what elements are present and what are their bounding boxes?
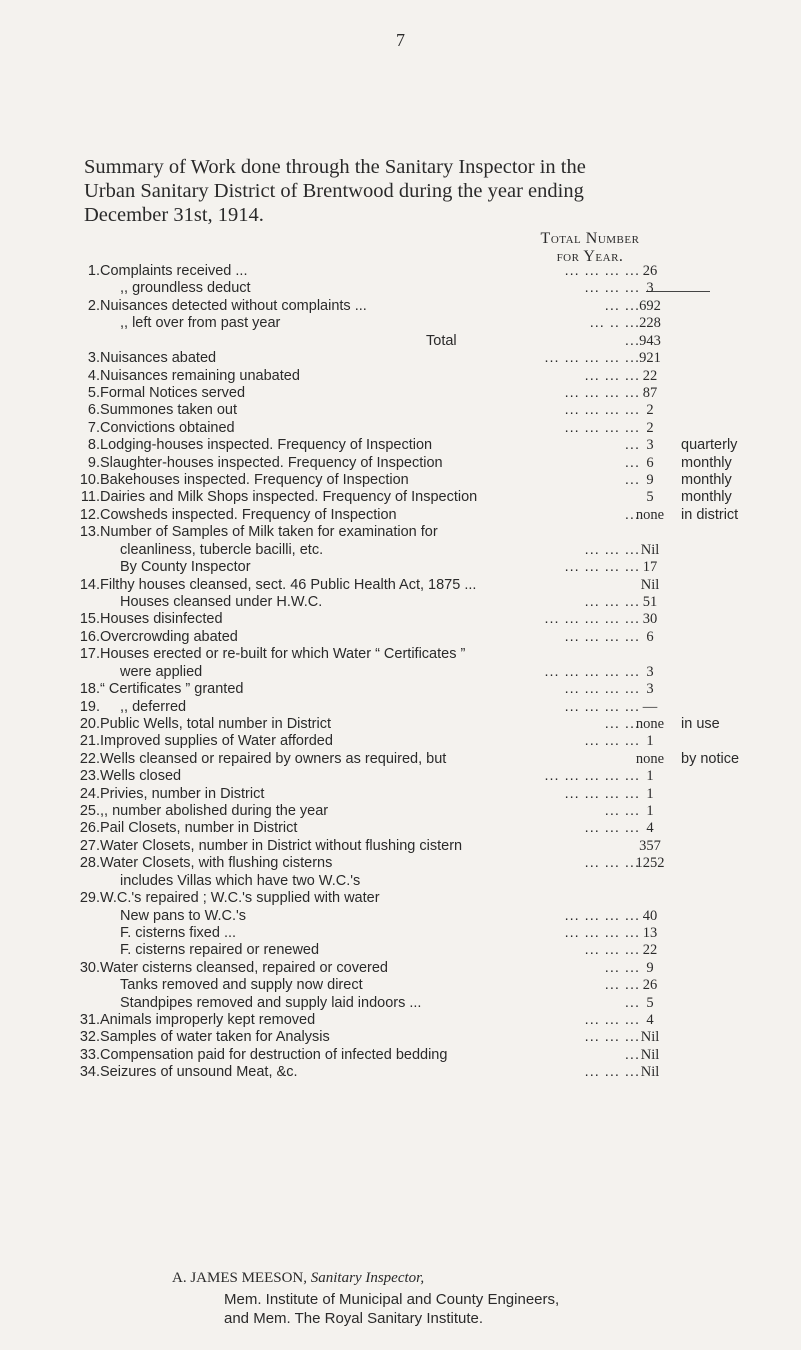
row-number: 27. [79, 837, 100, 854]
row-leader-dots: ... ... ... [584, 1064, 640, 1081]
table-row [0, 699, 801, 716]
row-leader-dots: ... [624, 332, 640, 349]
row-description: ,, deferred [120, 698, 187, 715]
table-row [0, 1047, 801, 1064]
row-value: 3 [646, 280, 654, 297]
row-leader-dots: ... [624, 994, 640, 1011]
row-description: Houses erected or re-built for which Water “ Certificates ” [100, 646, 466, 663]
row-description: Nuisances remaining unabated [100, 367, 300, 384]
signature [172, 1270, 424, 1287]
row-value: Nil [640, 541, 660, 558]
row-leader-dots: ... ... ... ... [564, 628, 640, 645]
table-row [0, 629, 801, 646]
row-value: none [635, 506, 665, 523]
row-value: 1252 [635, 855, 665, 872]
row-number: 13. [79, 524, 100, 541]
row-description: “ Certificates ” granted [100, 681, 244, 698]
row-leader-dots: ... ... ... [584, 733, 640, 750]
row-leader-dots: ... ... ... ... [564, 384, 640, 401]
row-description: Animals improperly kept removed [100, 1012, 316, 1029]
row-number: 20. [79, 715, 100, 732]
table-row [0, 768, 801, 785]
table-row [0, 646, 801, 663]
row-value: 921 [639, 350, 661, 367]
row-description: Nuisances detected without complaints ... [100, 297, 367, 314]
row-leader-dots: ... ... ... ... [564, 419, 640, 436]
row-leader-dots: ... ... ... ... [564, 785, 640, 802]
row-description: ,, groundless deduct [120, 280, 251, 297]
row-value: 1 [646, 768, 654, 785]
row-description: By County Inspector [120, 559, 251, 576]
row-note: in use [681, 715, 720, 732]
row-number: 11. [80, 489, 100, 506]
row-value: 3 [646, 437, 654, 454]
row-value: — [642, 698, 658, 715]
table-row [0, 507, 801, 524]
row-leader-dots: ... ... ... ... [564, 698, 640, 715]
row-description: Public Wells, total number in District [100, 715, 332, 732]
table-row [0, 751, 801, 768]
title-line: December 31st, 1914. [84, 204, 264, 226]
table-row [0, 524, 801, 541]
row-number: 14. [79, 576, 100, 593]
row-value: 5 [646, 994, 654, 1011]
column-header-line: Total Number [540, 230, 640, 247]
page-number: 7 [396, 30, 405, 50]
row-value: 3 [646, 681, 654, 698]
table-row [0, 733, 801, 750]
table-row [0, 908, 801, 925]
row-leader-dots: ... [624, 437, 640, 454]
row-description: Seizures of unsound Meat, &c. [100, 1064, 298, 1081]
table-row [0, 681, 801, 698]
row-leader-dots: ... [624, 506, 640, 523]
row-value: Nil [640, 1064, 660, 1081]
row-description: Water Closets, with flushing cisterns [100, 855, 333, 872]
row-number: 1. [87, 263, 100, 279]
row-value: 22 [642, 942, 658, 959]
table-row [0, 263, 801, 280]
table-row [0, 350, 801, 367]
row-value: 692 [639, 297, 661, 314]
row-description: Standpipes removed and supply laid indoors ... [120, 994, 422, 1011]
row-number: 9. [87, 454, 100, 471]
table-row [0, 942, 801, 959]
row-number: 8. [87, 437, 100, 454]
row-value: none [635, 750, 665, 767]
row-value: 1 [646, 785, 654, 802]
row-value: Nil [640, 576, 660, 593]
column-header-line: for Year. [556, 248, 624, 265]
table-row [0, 855, 801, 872]
row-description: Houses disinfected [100, 611, 223, 628]
row-value: 3 [646, 663, 654, 680]
row-leader-dots: ... ... [604, 297, 640, 314]
credential-line: Mem. Institute of Municipal and County Engineers, [224, 1291, 560, 1308]
table-row [0, 315, 801, 332]
credential-line: and Mem. The Royal Sanitary Institute. [224, 1310, 484, 1327]
row-note: monthly [681, 472, 732, 489]
row-description: New pans to W.C.'s [120, 907, 247, 924]
row-leader-dots: ... [624, 472, 640, 489]
table-row [0, 489, 801, 506]
table-row [0, 1029, 801, 1046]
row-description: ,, number abolished during the year [100, 803, 329, 820]
row-number: 5. [87, 384, 100, 401]
signature-name: A. JAMES MEESON, [172, 1270, 308, 1286]
row-leader-dots: ... ... ... [584, 1012, 640, 1029]
row-description: cleanliness, tubercle bacilli, etc. [120, 541, 324, 558]
row-leader-dots: ... ... ... ... [564, 907, 640, 924]
row-note: monthly [681, 489, 732, 506]
table-row [0, 873, 801, 890]
row-description: F. cisterns repaired or renewed [120, 942, 320, 959]
table-row [0, 542, 801, 559]
row-description: Compensation paid for destruction of infected bedding [100, 1046, 448, 1063]
row-value: 943 [639, 332, 661, 349]
row-number: 16. [79, 628, 100, 645]
row-number: 10. [79, 472, 100, 489]
row-leader-dots: ... ... ... ... [564, 559, 640, 576]
table-row [0, 559, 801, 576]
row-value: 1 [646, 803, 654, 820]
row-note: in district [681, 506, 739, 523]
row-description: Complaints received ... [100, 263, 248, 279]
row-value: 87 [642, 384, 658, 401]
row-value: 357 [639, 837, 661, 854]
table-row [0, 995, 801, 1012]
table-row [0, 455, 801, 472]
row-leader-dots: ... ... ... ... ... [544, 663, 640, 680]
row-number: 34. [79, 1064, 100, 1081]
row-leader-dots: ... ... ... [584, 855, 640, 872]
title-line: Summary of Work done through the Sanitary Inspector in the [84, 156, 586, 178]
row-value: 228 [639, 315, 661, 332]
row-leader-dots: ... ... ... ... ... [544, 350, 640, 367]
row-value: 13 [642, 924, 658, 941]
row-description: Formal Notices served [100, 384, 246, 401]
table-row [0, 437, 801, 454]
row-value: 9 [646, 472, 654, 489]
row-leader-dots: ... ... ... ... [564, 263, 640, 279]
table-row [0, 420, 801, 437]
row-number: 30. [79, 959, 100, 976]
table-row [0, 298, 801, 315]
row-description: Water cisterns cleansed, repaired or covered [100, 959, 388, 976]
row-leader-dots: ... [624, 1046, 640, 1063]
row-number: 32. [79, 1029, 100, 1046]
row-description: Improved supplies of Water afforded [100, 733, 333, 750]
row-number: 26. [79, 820, 100, 837]
table-row [0, 925, 801, 942]
row-description: Privies, number in District [100, 785, 265, 802]
row-value: 1 [646, 733, 654, 750]
row-leader-dots: ... ... [604, 803, 640, 820]
row-value: Nil [640, 1029, 660, 1046]
row-number: 7. [87, 419, 100, 436]
row-value: 6 [646, 628, 654, 645]
table-row [0, 611, 801, 628]
row-leader-dots: ... .. ... [589, 315, 640, 332]
row-value: 2 [646, 419, 654, 436]
row-description: W.C.'s repaired ; W.C.'s supplied with water [100, 890, 380, 907]
row-number: 17. [79, 646, 100, 663]
table-row [0, 820, 801, 837]
row-note: by notice [681, 750, 740, 767]
row-value: 22 [642, 367, 658, 384]
document-title [84, 155, 734, 227]
row-leader-dots: ... ... ... [584, 942, 640, 959]
row-value: 26 [642, 263, 658, 279]
column-header [470, 230, 710, 266]
row-number: 33. [79, 1046, 100, 1063]
row-description: Wells cleansed or repaired by owners as required, but [100, 750, 447, 767]
row-leader-dots: ... ... ... [584, 593, 640, 610]
row-description: Dairies and Milk Shops inspected. Frequency of Inspection [100, 489, 478, 506]
row-value: 17 [642, 559, 658, 576]
row-number: 24. [79, 785, 100, 802]
row-number: 4. [87, 367, 100, 384]
row-number: 25. [79, 803, 100, 820]
row-note: monthly [681, 454, 732, 471]
row-value: none [635, 715, 665, 732]
row-number: 15. [79, 611, 100, 628]
row-number: 2. [87, 297, 100, 314]
row-description: Nuisances abated [100, 350, 217, 367]
row-number: 18. [79, 681, 100, 698]
row-leader-dots: ... ... [604, 977, 640, 994]
table-row [0, 977, 801, 994]
row-number: 28. [79, 855, 100, 872]
row-number: 29. [79, 890, 100, 907]
table-row [0, 664, 801, 681]
row-leader-dots: ... ... ... ... [564, 402, 640, 419]
row-leader-dots: ... ... ... [584, 1029, 640, 1046]
row-value: 2 [646, 402, 654, 419]
row-leader-dots: ... ... ... ... ... [544, 611, 640, 628]
row-value: 9 [646, 959, 654, 976]
row-leader-dots: ... ... [604, 715, 640, 732]
signature-role: Sanitary Inspector, [310, 1270, 425, 1286]
row-leader-dots: ... ... ... ... [564, 924, 640, 941]
table-row [0, 472, 801, 489]
row-description: Summones taken out [100, 402, 238, 419]
table-row [0, 960, 801, 977]
table-row [0, 402, 801, 419]
row-leader-dots: ... [624, 454, 640, 471]
table-row [0, 280, 801, 297]
row-leader-dots: ... ... ... [584, 280, 640, 297]
table-row [0, 716, 801, 733]
row-value: 40 [642, 907, 658, 924]
row-number: 3. [87, 350, 100, 367]
row-description: Overcrowding abated [100, 628, 238, 645]
row-description: Filthy houses cleansed, sect. 46 Public Health Act, 1875 ... [100, 576, 477, 593]
row-value: 26 [642, 977, 658, 994]
row-leader-dots: ... ... ... [584, 367, 640, 384]
row-number: 19. [79, 698, 100, 715]
row-number: 21. [79, 733, 100, 750]
row-value: 30 [642, 611, 658, 628]
row-number: 22. [79, 750, 100, 767]
row-description: Tanks removed and supply now direct [120, 977, 363, 994]
row-value: 6 [646, 454, 654, 471]
table-row [0, 368, 801, 385]
row-description: Water Closets, number in District without flushing cistern [100, 837, 463, 854]
row-number: 23. [79, 768, 100, 785]
table-row [0, 838, 801, 855]
row-description: ,, left over from past year [120, 315, 281, 332]
row-description: Total [426, 332, 457, 349]
title-line: Urban Sanitary District of Brentwood during the year ending [84, 180, 584, 202]
row-value: 4 [646, 820, 654, 837]
row-description: Number of Samples of Milk taken for examination for [100, 524, 438, 541]
row-note: quarterly [681, 437, 738, 454]
table-row [0, 594, 801, 611]
row-value: 5 [646, 489, 654, 506]
table-row [0, 333, 801, 350]
row-description: Cowsheds inspected. Frequency of Inspection [100, 506, 397, 523]
row-description: were applied [120, 663, 203, 680]
row-description: Pail Closets, number in District [100, 820, 298, 837]
row-leader-dots: ... ... ... [584, 541, 640, 558]
row-description: Samples of water taken for Analysis [100, 1029, 330, 1046]
row-value: 51 [642, 593, 658, 610]
row-description: Bakehouses inspected. Frequency of Inspection [100, 472, 409, 489]
row-leader-dots: ... ... ... ... ... [544, 768, 640, 785]
row-description: Lodging-houses inspected. Frequency of Inspection [100, 437, 433, 454]
row-description: Convictions obtained [100, 419, 235, 436]
table-row [0, 890, 801, 907]
row-leader-dots: ... ... ... ... [564, 681, 640, 698]
row-description: F. cisterns fixed ... [120, 924, 237, 941]
row-leader-dots: ... ... ... [584, 820, 640, 837]
row-value: 4 [646, 1012, 654, 1029]
row-number: 31. [79, 1012, 100, 1029]
row-value: Nil [640, 1046, 660, 1063]
table-row [0, 385, 801, 402]
row-leader-dots: ... ... [604, 959, 640, 976]
row-description: Slaughter-houses inspected. Frequency of Inspection [100, 454, 443, 471]
table-row [0, 1012, 801, 1029]
table-row [0, 577, 801, 594]
table-row [0, 786, 801, 803]
table-row [0, 1064, 801, 1081]
row-description: Houses cleansed under H.W.C. [120, 593, 323, 610]
row-description: includes Villas which have two W.C.'s [120, 872, 361, 889]
table-row [0, 803, 801, 820]
row-number: 6. [87, 402, 100, 419]
row-number: 12. [79, 506, 100, 523]
row-description: Wells closed [100, 768, 182, 785]
